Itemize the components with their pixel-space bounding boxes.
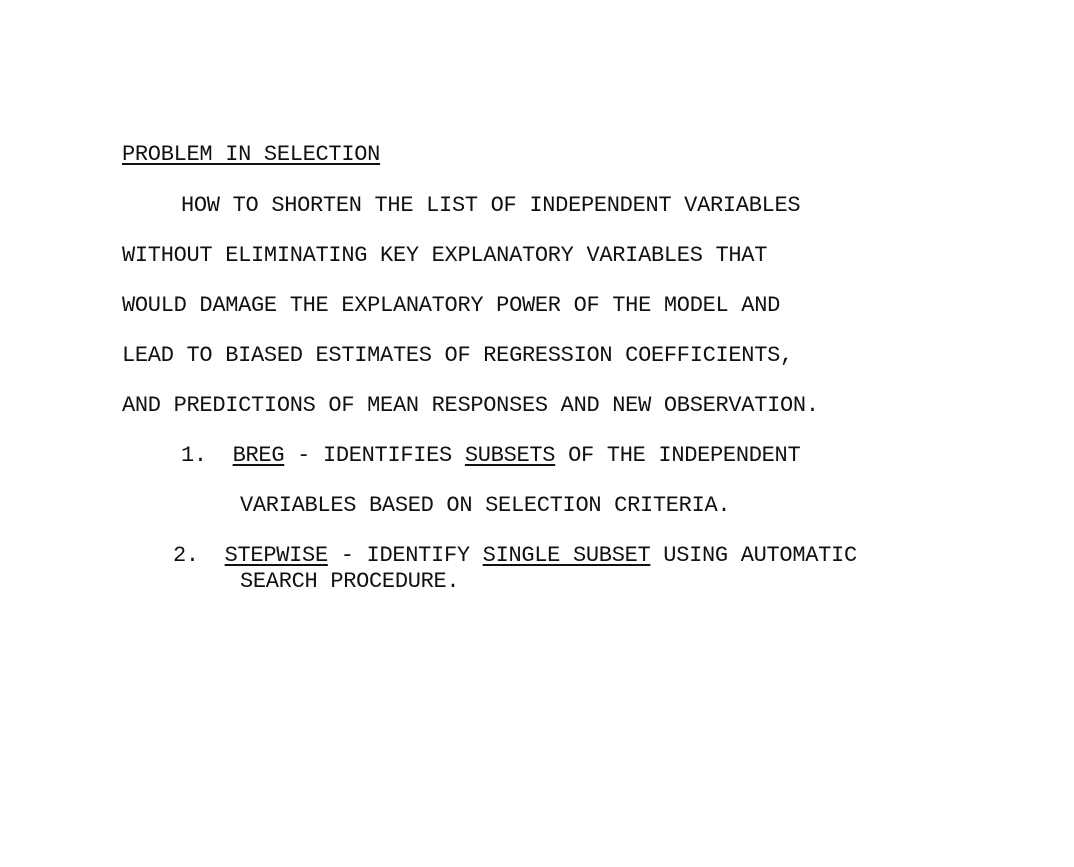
list-item-key: SUBSETS (464, 443, 556, 468)
list-item-term: STEPWISE (224, 543, 328, 568)
paragraph-line-3: WOULD DAMAGE THE EXPLANATORY POWER OF THE MODEL AND (122, 293, 781, 318)
paragraph-line-1: HOW TO SHORTEN THE LIST OF INDEPENDENT VARIABLES (181, 193, 801, 218)
paragraph-line-2: WITHOUT ELIMINATING KEY EXPLANATORY VARIABLES THAT (122, 243, 768, 268)
list-item-separator: - IDENTIFIES (284, 443, 465, 468)
list-item-rest: USING AUTOMATIC (650, 543, 857, 568)
heading: PROBLEM IN SELECTION (122, 142, 381, 167)
list-item-2 (173, 543, 857, 569)
list-item-rest: OF THE INDEPENDENT (555, 443, 801, 468)
paragraph-line-5: AND PREDICTIONS OF MEAN RESPONSES AND NEW OBSERVATION. (122, 393, 819, 418)
list-item-1 (181, 443, 800, 469)
list-item-separator: - IDENTIFY (327, 543, 483, 568)
paragraph-line-4: LEAD TO BIASED ESTIMATES OF REGRESSION COEFFICIENTS, (122, 343, 793, 368)
list-item-number: 1. (181, 443, 207, 468)
list-item-key: SINGLE SUBSET (482, 543, 651, 568)
list-item-number: 2. (173, 543, 199, 568)
list-item-1-continuation: VARIABLES BASED ON SELECTION CRITERIA. (240, 493, 731, 518)
list-item-2-continuation: SEARCH PROCEDURE. (240, 569, 460, 594)
list-item-term: BREG (232, 443, 285, 468)
